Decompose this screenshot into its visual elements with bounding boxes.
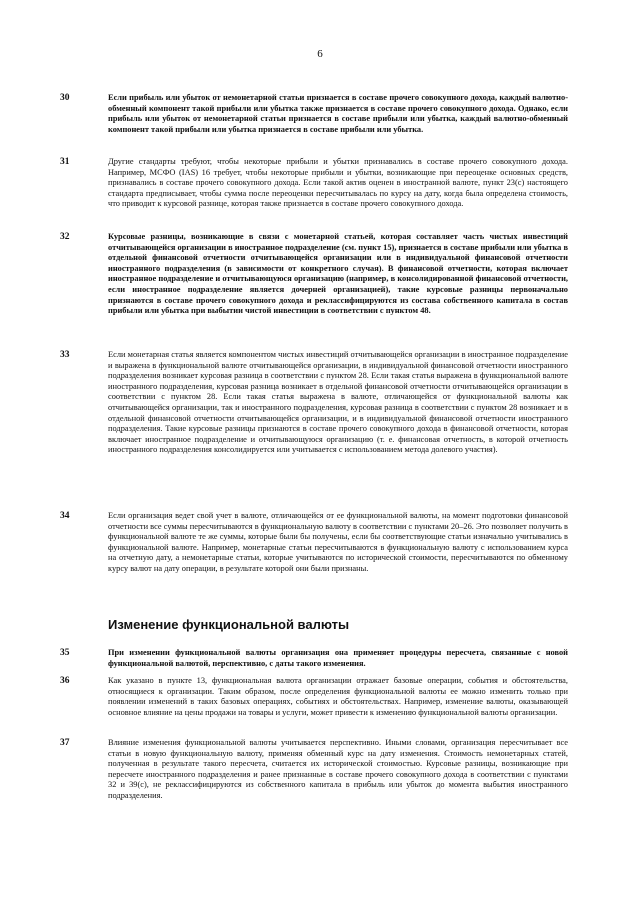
paragraph-number: 34 (60, 511, 70, 521)
paragraph-number: 30 (60, 93, 70, 103)
paragraph-text: Влияние изменения функциональной валюты учитывается перспективно. Иными словами, организация пересчитывает все статьи в новую функциональную валюту, применяя обменный курс на дату изменения. Стоимость немонетарных статей, полученная в результате такого пересчета, считается их исторической стоимостью. Курсовые разницы, возникающие при пересчете иностранного подразделения и ранее признанные в составе прочего совокупного дохода в соответствии с пунктами 32 и 39(с), не реклассифицируются из собственного капитала в прибыль или убыток до момента выбытия иностранного подразделения. (108, 738, 568, 800)
paragraph-text: Курсовые разницы, возникающие в связи с монетарной статьей, которая составляет часть чистых инвестиций отчитывающейся организации в иностранное подразделение (см. пункт 15), признается в составе прибыли или убытка в отдельной финансовой отчетности отчитывающейся организации или в индивидуальной финансовой отчетности иностранного подразделения (в зависимости от конкретного случая). В финансовой отчетности, которая включает иностранное подразделение и отчитывающуюся организацию (например, в консолидированной финансовой отчетности, если иностранное подразделение является дочерней организацией), такие курсовые разницы первоначально признаются в составе прочего совокупного дохода и реклассифицируются из состава собственного капитала в состав прибыли или убытка при выбытии чистой инвестиции в соответствии с пунктом 48. (108, 232, 568, 316)
paragraph-number: 32 (60, 232, 70, 242)
paragraph-text: При изменении функциональной валюты организация она применяет процедуры пересчета, связанные с новой функциональной валютой, перспективно, с даты такого изменения. (108, 648, 568, 668)
section-heading: Изменение функциональной валюты (108, 617, 350, 632)
page-number: 6 (317, 48, 323, 60)
paragraph-number: 35 (60, 648, 70, 658)
paragraph-number: 33 (60, 350, 70, 360)
paragraph-number: 31 (60, 157, 70, 167)
paragraph-text: Если прибыль или убыток от немонетарной статьи признается в составе прочего совокупного дохода, каждый валютно-обменный компонент такой прибыли или убытка также признается в составе прочего совокупного дохода. Однако, если прибыль или убыток от немонетарной статьи признается в составе прибыли или убытка, каждый валютно-обменный компонент такой прибыли или убытка признается в составе прибыли или убытка. (108, 93, 568, 134)
paragraph-text: Если монетарная статья является компонентом чистых инвестиций отчитывающейся организации в иностранное подразделение и выражена в функциональной валюте отчитывающейся организации, в индивидуальной финансовой отчетности иностранного подразделения возникает курсовая разница в соответствии с пунктом 28. Если такая статья выражена в функциональной валюте иностранного подразделения, курсовая разница возникает в отдельной финансовой отчетности отчитывающейся организации в соответствии с пунктом 28. Если такая статья выражена в валюте, отличающейся от функциональной валюты как отчитывающейся организации, так и иностранного подразделения, курсовая разница в соответствии с пунктом 28 возникает и в отдельной финансовой отчетности отчитывающейся организации, и в индивидуальной финансовой отчетности иностранного подразделения. Такие курсовые разницы признаются в составе прочего совокупного дохода в финансовой отчетности, которая включает иностранное подразделение и отчитывающуюся организацию (т. е. финансовая отчетность, в которой отчетность иностранного подразделения консолидируется или учитывается с использованием метода долевого участия). (108, 350, 568, 455)
paragraph-number: 37 (60, 738, 70, 748)
paragraph-text: Если организация ведет свой учет в валюте, отличающейся от ее функциональной валюты, на момент подготовки финансовой отчетности все суммы пересчитываются в функциональную валюту в соответствии с пунктами 20–26. Это позволяет получить в функциональной валюте те же суммы, которые были бы получены, если бы соответствующие статьи изначально учитывались в функциональной валюте. Например, монетарные статьи пересчитываются в функциональную валюту с использованием курса на отчетную дату, а немонетарные статьи, которые учитываются по исторической стоимости, пересчитываются по обменному курсу валют на дату операции, в результате которой они были признаны. (108, 511, 568, 573)
paragraph-text: Как указано в пункте 13, функциональная валюта организации отражает базовые операции, события и обстоятельства, относящиеся к организации. Таким образом, после определения функциональной валюты ее можно изменить только при появлении изменений в таких базовых операциях, событиях и обстоятельствах. Например, изменение валюты, оказывающей основное влияние на цены продажи на товары и услуги, может привести к изменению функциональной валюты организации. (108, 676, 568, 717)
paragraph-text: Другие стандарты требуют, чтобы некоторые прибыли и убытки признавались в составе прочего совокупного дохода. Например, МСФО (IAS) 16 требует, чтобы некоторые прибыли и убытки, возникающие при переоценке основных средств, признавались в составе прочего совокупного дохода. Если такой актив оценен в иностранной валюте, пункт 23(с) настоящего стандарта предписывает, чтобы сумма после переоценки пересчитывалась по курсу на дату, когда была определена стоимость, что приводит к курсовой разнице, которая также признается в составе прочего совокупного дохода. (108, 157, 568, 209)
paragraph-number: 36 (60, 676, 70, 686)
